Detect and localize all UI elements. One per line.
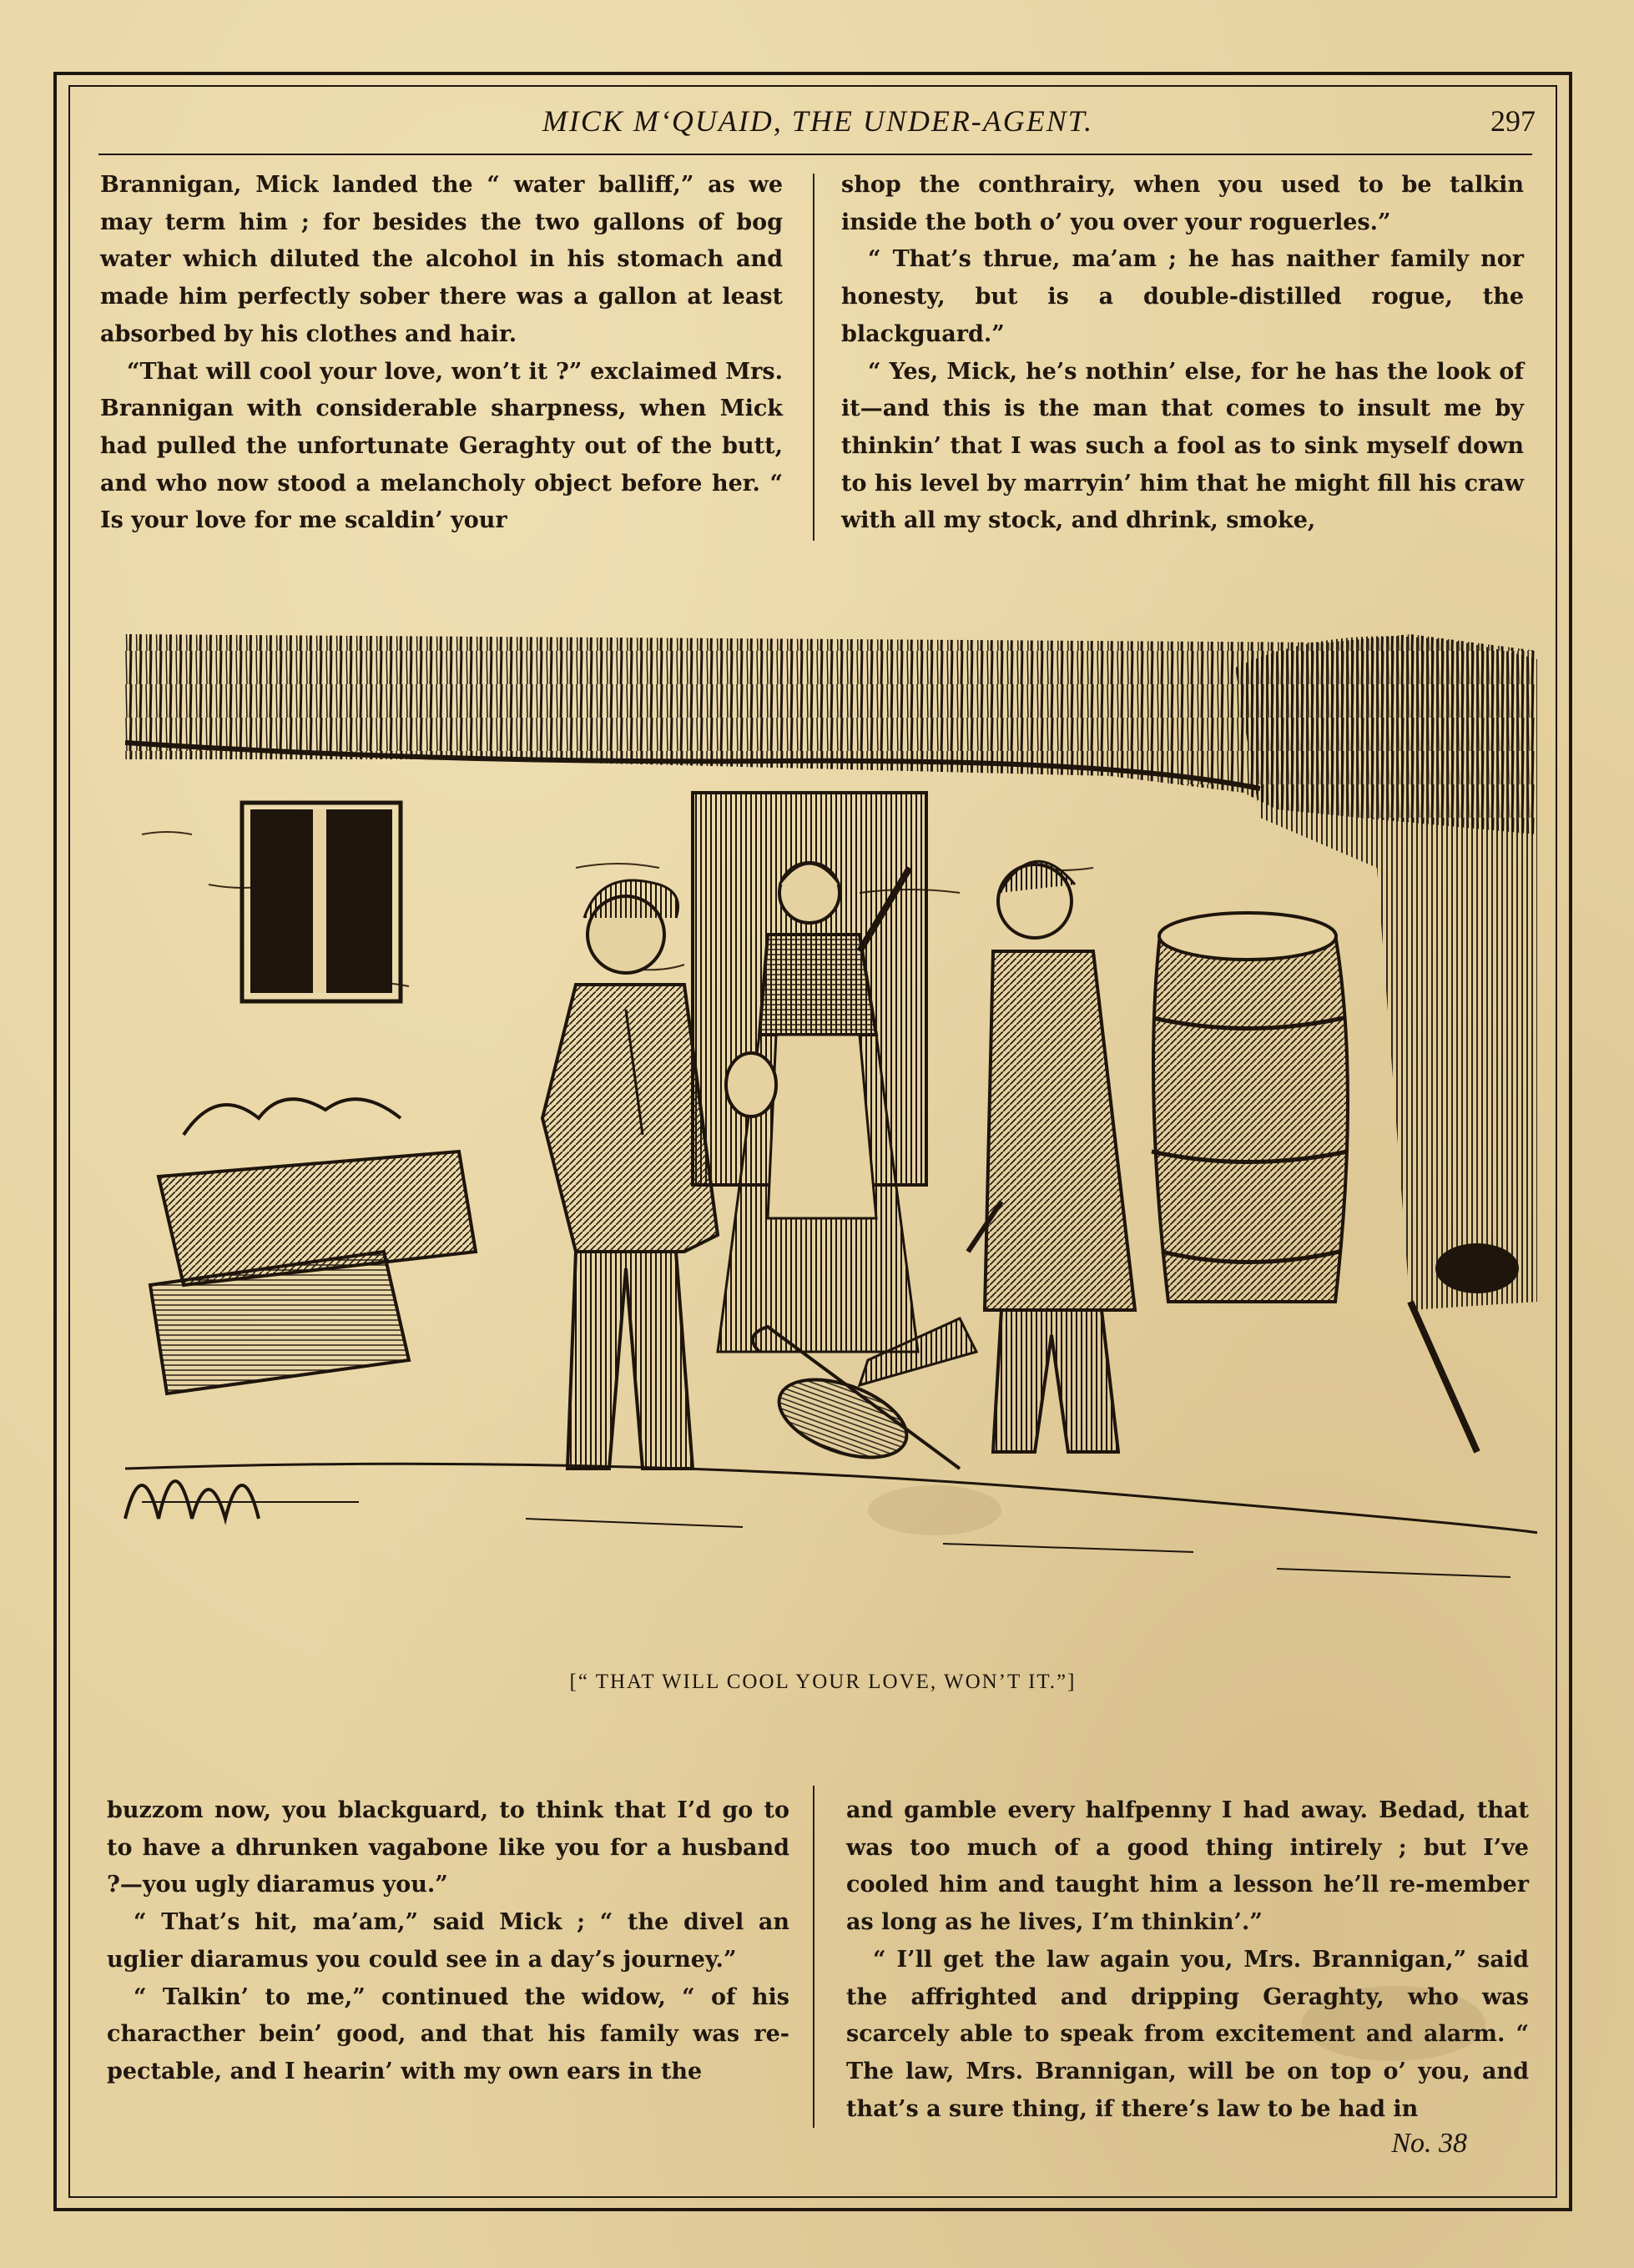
paragraph: “ That’s thrue, ma’am ; he has naither family nor honesty, but is a double-distilled rogue, the blackguard.” [841,246,1524,347]
column-divider [813,174,814,541]
paragraph: “ Yes, Mick, he’s nothin’ else, for he has the look of it—and this is the man that comes to insult me by thinkin’ that I was such a fool as to sink myself down to his level by marryin’ him that he might fill his craw with all my stock, and dhrink, smoke, [841,358,1524,534]
paragraph: “That will cool your love, won’t it ?” exclaimed Mrs. Brannigan with considerable sharpness, when Mick had pulled the unfortunate Geraghty out of the butt, and who now stood a melancholy object before her. “ Is your love for me scaldin’ your [100,358,783,534]
header-rule [98,154,1532,155]
running-head [100,98,1536,149]
paragraph: “ That’s hit, ma’am,” said Mick ; “ the divel an uglier diaramus you could see in a day’s journey.” [107,1909,789,1973]
page-number: 297 [1490,104,1536,138]
signature-mark: No. 38 [1391,2128,1467,2159]
column-top-left [100,167,783,540]
illustration-caption: [“ THAT WILL COOL YOUR LOVE, WON’T IT.”] [569,1671,1077,1693]
column-top-right [841,167,1524,540]
paragraph: “ I’ll get the law again you, Mrs. Brannigan,” said the affrighted and dripping Geraghty, who was scarcely able to speak from excitement and alarm. “ The law, Mrs. Brannigan, will be on top o’ you, and that’s a sure thing, if there’s law to be had in [846,1946,1529,2122]
column-divider [813,1786,814,2128]
figure-geraghty-icon [968,861,1135,1452]
paragraph: and gamble every halfpenny I had away. Bedad, that was too much of a good thing intirely ; but I’ve cooled him and taught him a lesson he’ll re-member as long as he lives, I’m thinkin’.” [846,1797,1529,1936]
running-title: MICK M‘QUAID, THE UNDER-AGENT. [542,104,1094,138]
paragraph: buzzom now, you blackguard, to think that I’d go to to have a dhrunken vagabone like you for a husband ?—you ugly diaramus you.” [107,1797,789,1898]
column-bottom-left [107,1792,789,2091]
paragraph: “ Talkin’ to me,” continued the widow, “ of his characther bein’ good, and that his family was re-pectable, and I hearin’ with my own ears in the [107,1983,789,2084]
paragraph: shop the conthrairy, when you used to be talkin inside the both o’ you over your roguerles.” [841,172,1524,235]
barrel-icon [1152,913,1348,1302]
engraving-cottage-scene-icon [108,617,1537,1619]
paragraph: Brannigan, Mick landed the “ water balliff,” as we may term him ; for besides the two gallons of bog water which diluted the alcohol in his stomach and made him perfectly sober there was a gallon at least absorbed by his clothes and hair. [100,172,783,347]
column-bottom-right [846,1792,1529,2128]
